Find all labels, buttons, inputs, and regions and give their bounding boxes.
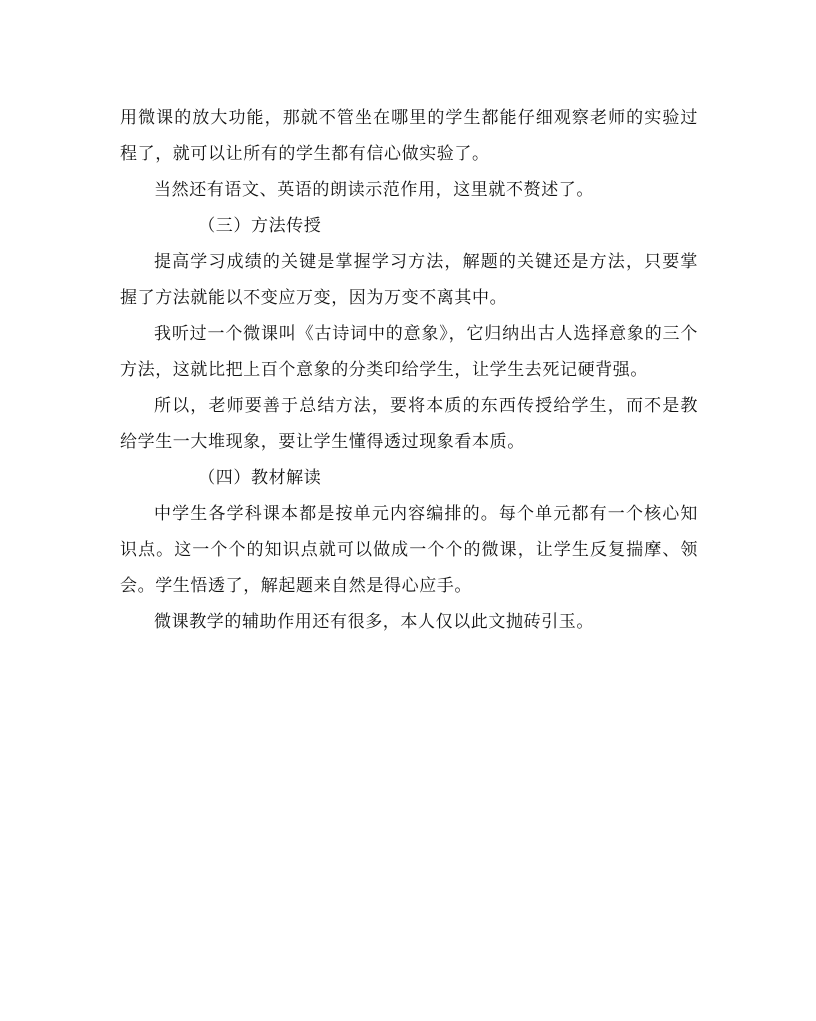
section-heading-method-teaching: （三）方法传授 xyxy=(198,216,322,236)
paragraph-poetry-imagery: 我听过一个微课叫《古诗词中的意象》，它归纳出古人选择意象的三个方法，这就比把上百个意象的分类印给学生，让学生去死记硬背强。 xyxy=(120,324,698,380)
paragraph-textbook-units: 中学生各学科课本都是按单元内容编排的。每个单元都有一个核心知识点。这一个个的知识点就可以做成一个个的微课，让学生反复揣摩、领会。学生悟透了，解起题来自然是得心应手。 xyxy=(120,504,698,596)
section-heading-textbook-interpretation: （四）教材解读 xyxy=(198,468,322,488)
document-body xyxy=(120,100,698,640)
paragraph-learning-method: 提高学习成绩的关键是掌握学习方法，解题的关键还是方法，只要掌握了方法就能以不变应万变，因为万变不离其中。 xyxy=(120,252,698,308)
paragraph-reading-demo: 当然还有语文、英语的朗读示范作用，这里就不赘述了。 xyxy=(154,180,594,200)
paragraph-conclusion: 微课教学的辅助作用还有很多，本人仅以此文抛砖引玉。 xyxy=(154,612,594,632)
paragraph-teach-essence: 所以，老师要善于总结方法，要将本质的东西传授给学生，而不是教给学生一大堆现象，要让学生懂得透过现象看本质。 xyxy=(120,396,698,452)
paragraph-experiment-magnify: 用微课的放大功能，那就不管坐在哪里的学生都能仔细观察老师的实验过程了，就可以让所有的学生都有信心做实验了。 xyxy=(120,108,698,164)
